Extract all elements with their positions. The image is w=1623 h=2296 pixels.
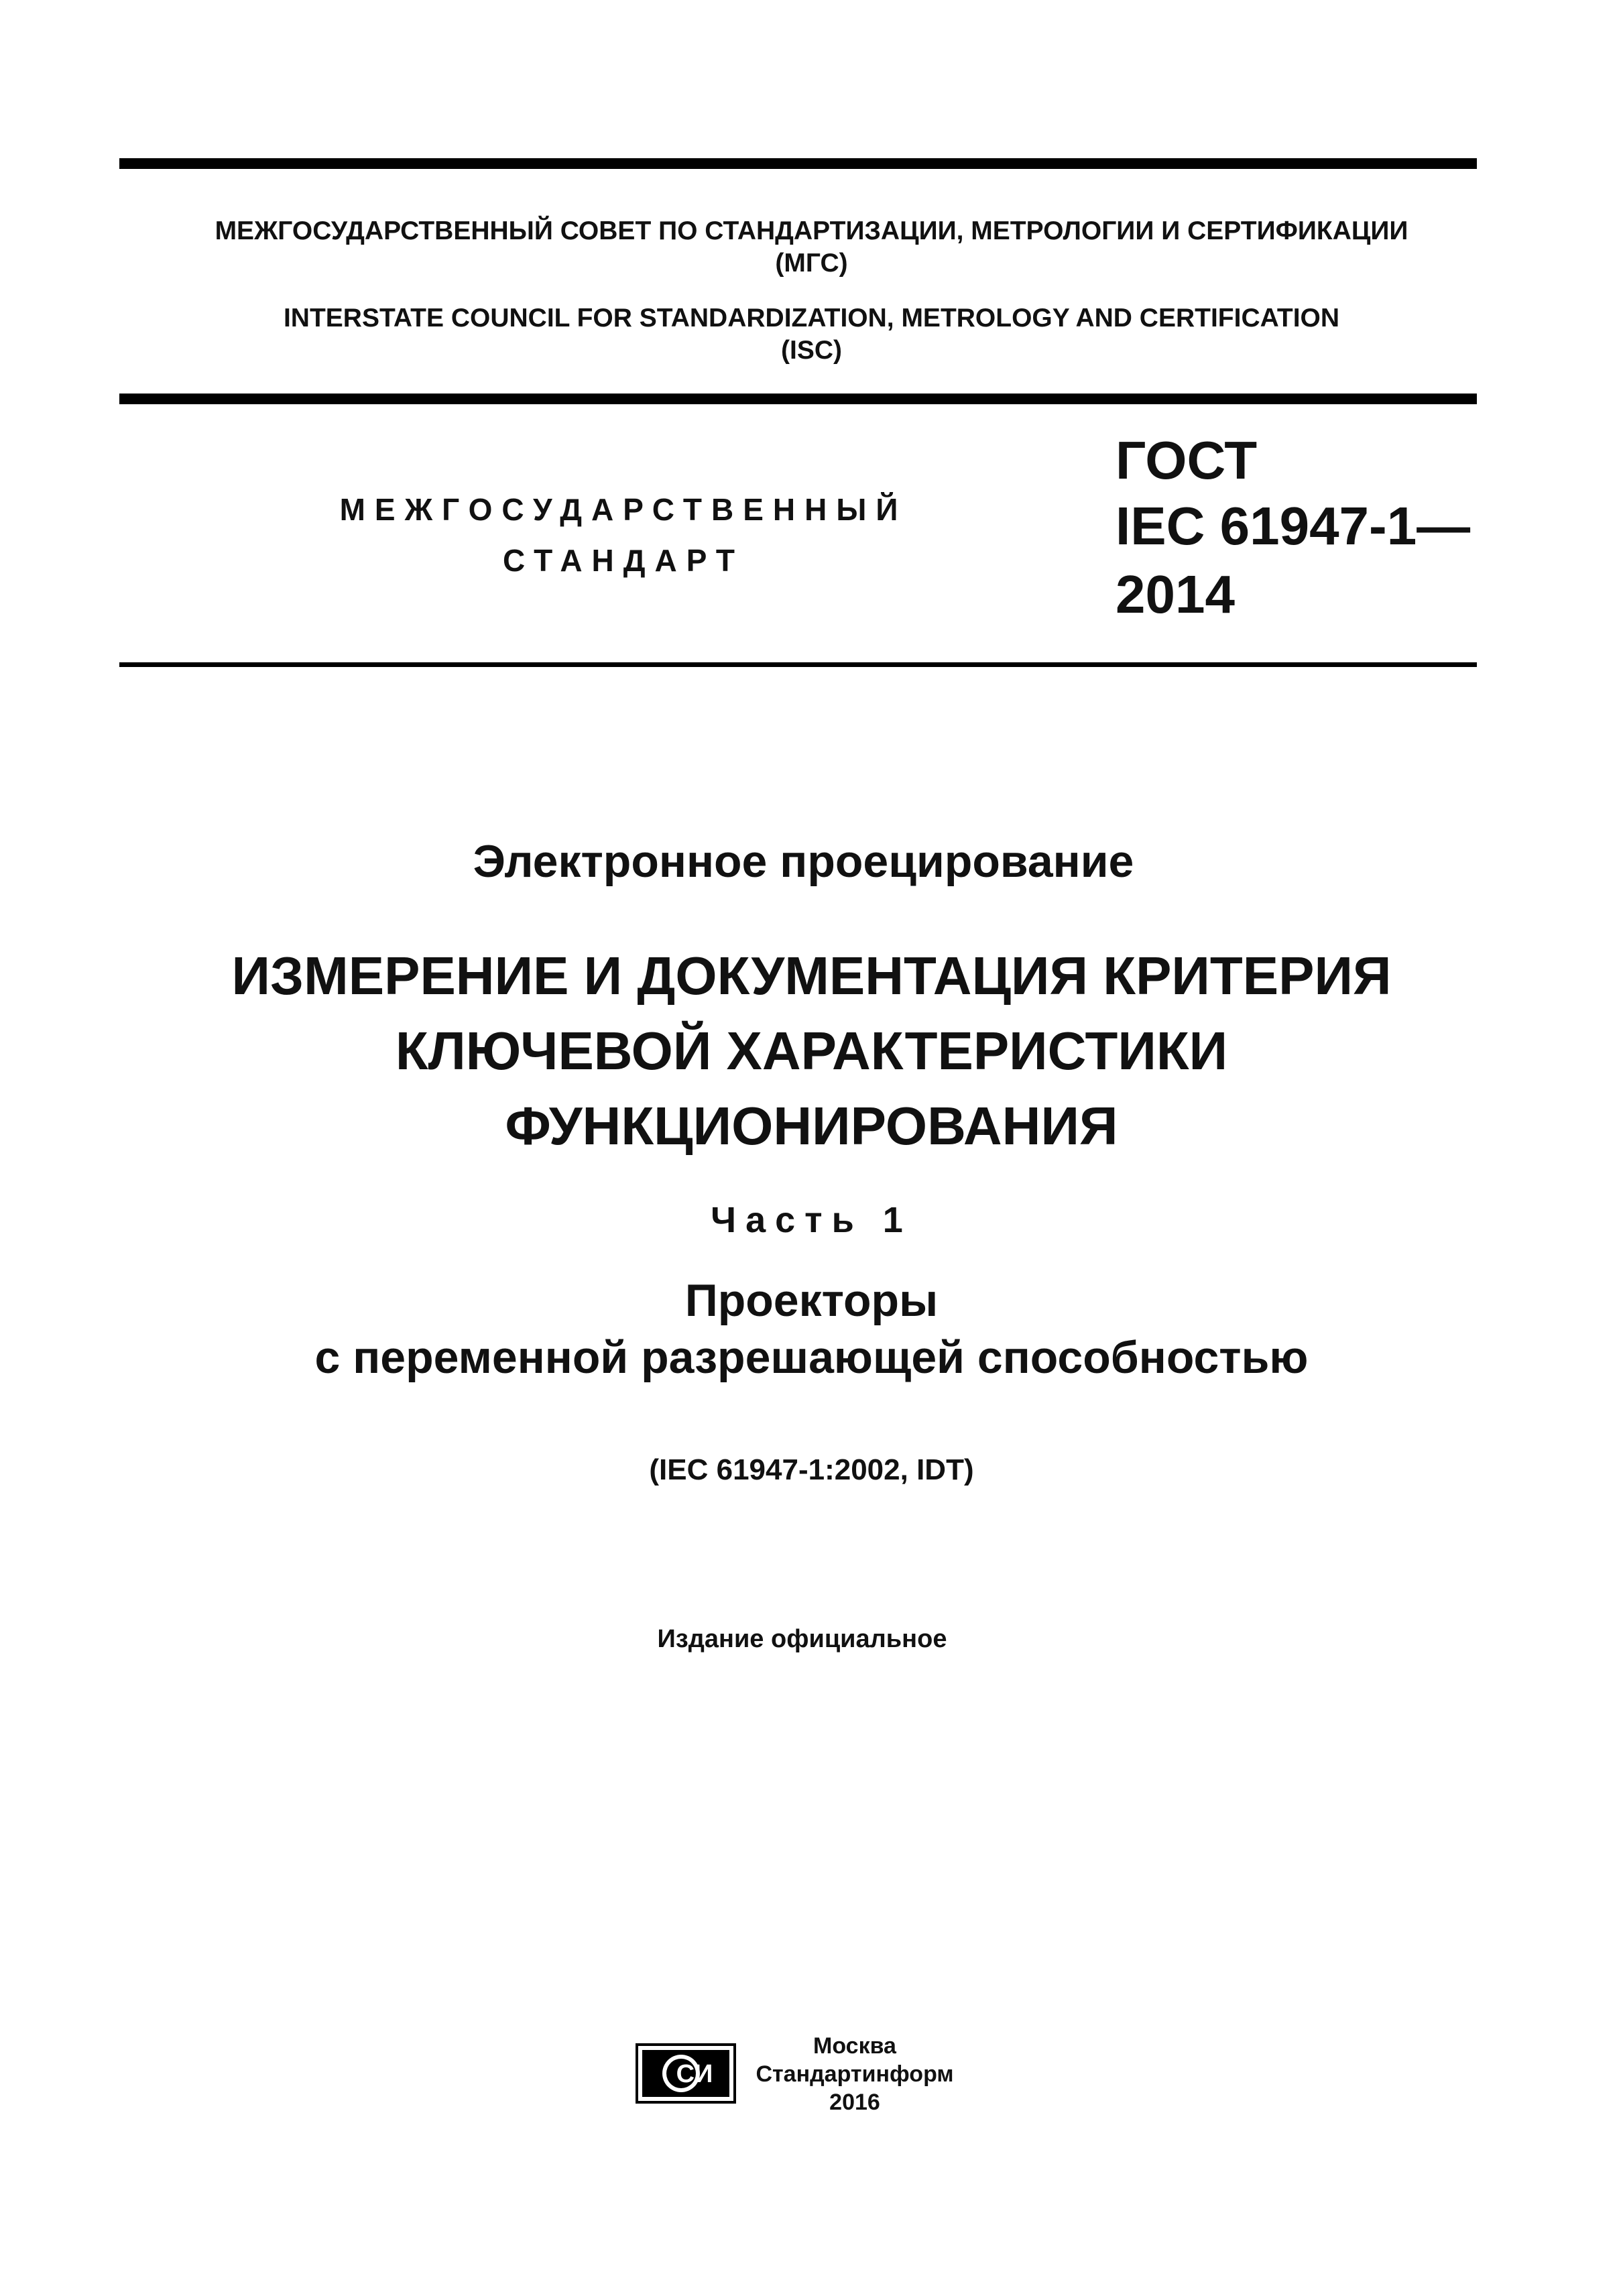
main-title-line1: ИЗМЕРЕНИЕ И ДОКУМЕНТАЦИЯ КРИТЕРИЯ (231, 946, 1392, 1006)
edition-label: Издание официальное (657, 1625, 947, 1653)
subtitle-line1: Проекторы (684, 1275, 939, 1326)
category-title: Электронное проецирование (473, 836, 1134, 887)
main-title-line2: КЛЮЧЕВОЙ ХАРАКТЕРИСТИКИ (395, 1021, 1228, 1081)
council-ru-line2: (МГС) (775, 249, 848, 278)
standard-label-line2: СТАНДАРТ (503, 543, 744, 578)
top-rule (119, 158, 1477, 169)
publication-year: 2016 (829, 2090, 880, 2115)
publisher-city: Москва (813, 2033, 896, 2059)
gost-number-line1: ГОСТ (1116, 430, 1258, 490)
part-label: Часть 1 (711, 1200, 912, 1240)
subtitle-line2: с переменной разрешающей способностью (314, 1332, 1309, 1383)
gost-number-line2: IEC 61947-1— (1116, 496, 1471, 556)
header-rule (119, 394, 1477, 404)
standard-rule (119, 662, 1477, 667)
gost-number-line3: 2014 (1116, 564, 1235, 624)
publisher-name: Стандартинформ (756, 2061, 954, 2087)
iec-reference: (IEC 61947-1:2002, IDT) (649, 1453, 974, 1486)
council-ru-line1: МЕЖГОСУДАРСТВЕННЫЙ СОВЕТ ПО СТАНДАРТИЗАЦИИ, МЕТРОЛОГИИ И СЕРТИФИКАЦИИ (215, 217, 1408, 245)
council-en-line1: INTERSTATE COUNCIL FOR STANDARDIZATION, METROLOGY AND CERTIFICATION (283, 304, 1340, 333)
council-en-line2: (ISC) (781, 336, 842, 365)
logo-text: СИ (676, 2060, 713, 2088)
standard-label-line1: МЕЖГОСУДАРСТВЕННЫЙ (339, 492, 908, 527)
main-title-line3: ФУНКЦИОНИРОВАНИЯ (505, 1096, 1118, 1156)
standartinform-logo (636, 2043, 736, 2104)
